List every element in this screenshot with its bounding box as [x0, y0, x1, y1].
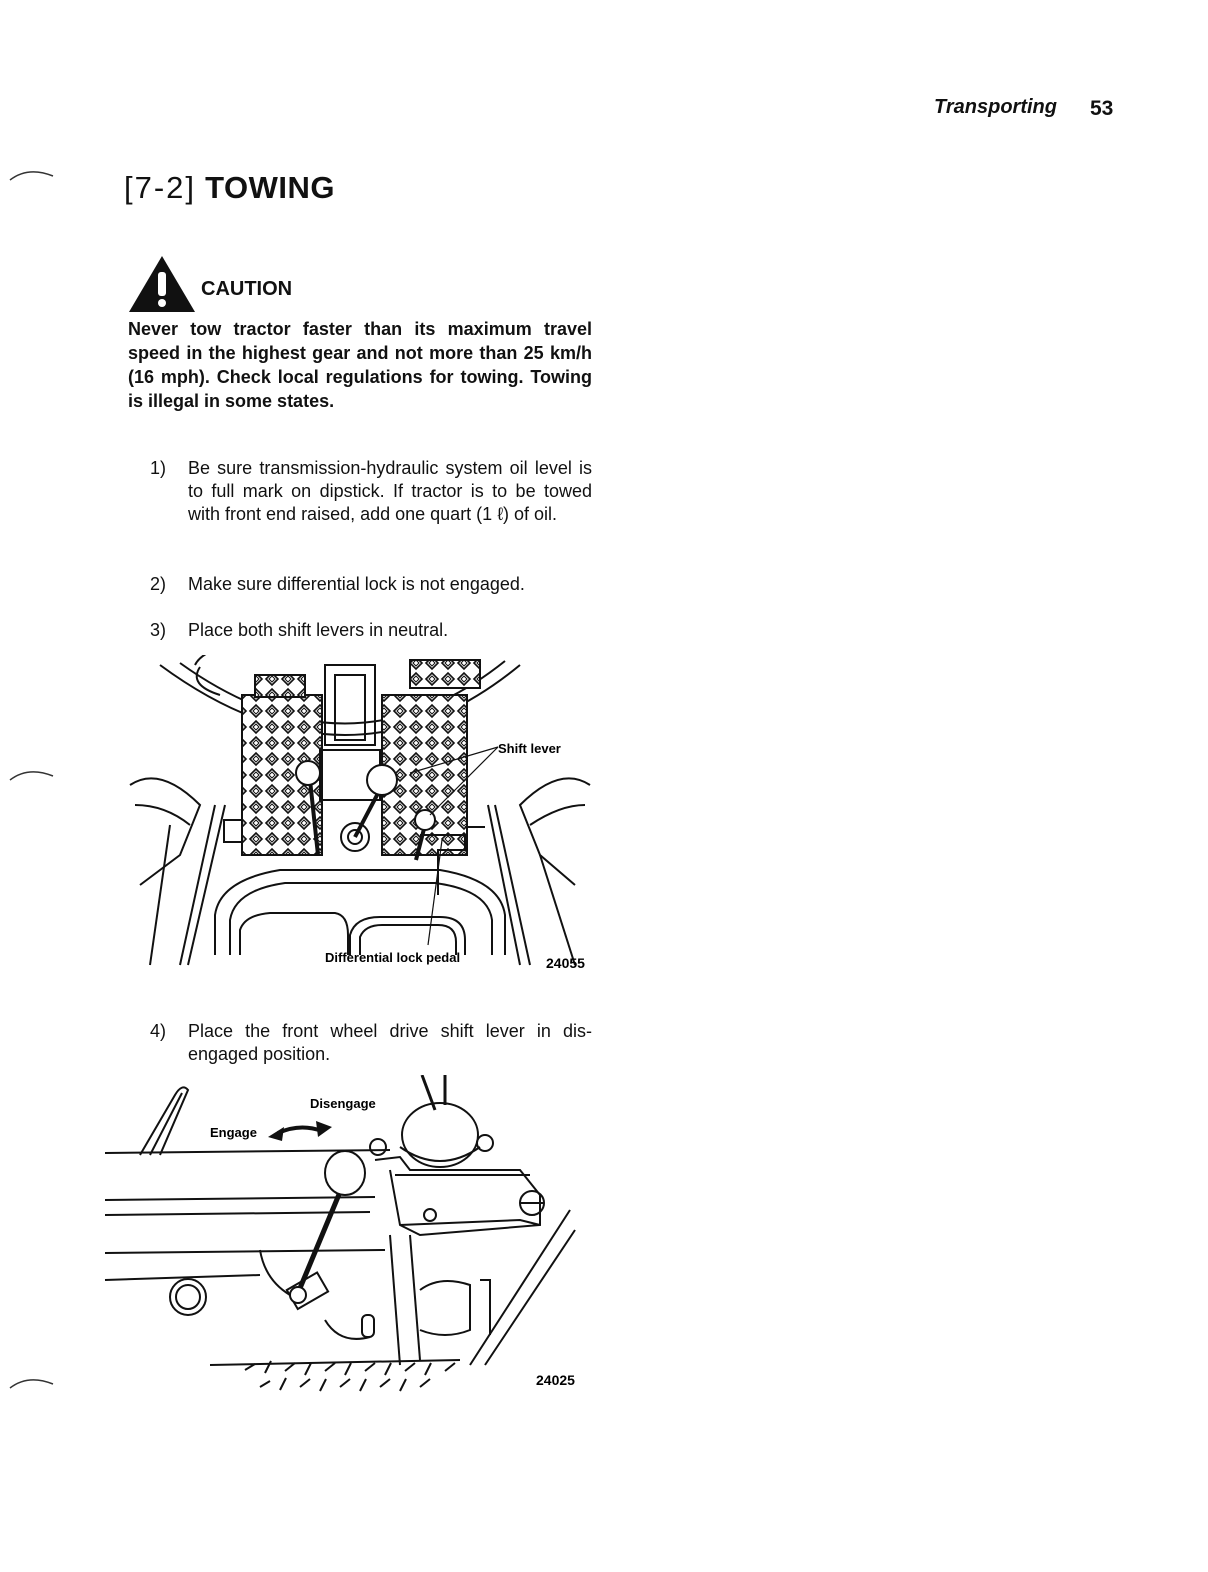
label-disengage: Disengage	[310, 1096, 376, 1111]
step-text: Make sure differential lock is not engaged.	[188, 574, 525, 594]
step-4	[150, 1020, 592, 1066]
running-head: Transporting	[934, 96, 1057, 118]
step-number: 2)	[150, 574, 167, 594]
label-engage: Engage	[210, 1125, 257, 1140]
step-text: Place both shift levers in neutral.	[188, 620, 449, 640]
section-title	[124, 170, 335, 206]
step-number: 3)	[150, 620, 167, 640]
step-text: Be sure transmission-hydraulic system oil level is to full mark on dipstick. If tractor is to be towed with front end raised, add one quart (1 ℓ) of oil.	[188, 458, 592, 524]
figure-shift-levers	[120, 655, 600, 975]
figure-front-wheel-drive-lever	[100, 1075, 590, 1410]
caution-text: Never tow tractor faster than its maximum travel speed in the highest gear and not more than 25 km/h (16 mph). Check local regulations for towing. Towing is illegal in some states.	[128, 319, 592, 411]
figure-number-1: 24055	[546, 955, 585, 971]
label-differential-lock-pedal: Differential lock pedal	[325, 950, 461, 965]
section-title-text: TOWING	[205, 170, 336, 205]
engage-disengage-arrow-icon	[268, 1121, 332, 1141]
step-1	[150, 457, 592, 526]
page-number: 53	[1090, 97, 1114, 120]
label-shift-lever: Shift lever	[498, 741, 561, 756]
step-2	[150, 573, 592, 596]
warning-triangle-icon	[127, 254, 197, 314]
scan-mark	[8, 160, 58, 190]
step-3	[150, 619, 592, 642]
caution-label: CAUTION	[201, 278, 293, 300]
step-number: 4)	[150, 1021, 167, 1041]
scan-mark	[8, 1368, 58, 1398]
scan-mark	[8, 760, 58, 790]
step-number: 1)	[150, 458, 167, 478]
section-number: [7-2]	[124, 170, 197, 205]
step-text: Place the front wheel drive shift lever in dis-engaged position.	[188, 1021, 592, 1064]
figure-number-2: 24025	[536, 1372, 575, 1388]
